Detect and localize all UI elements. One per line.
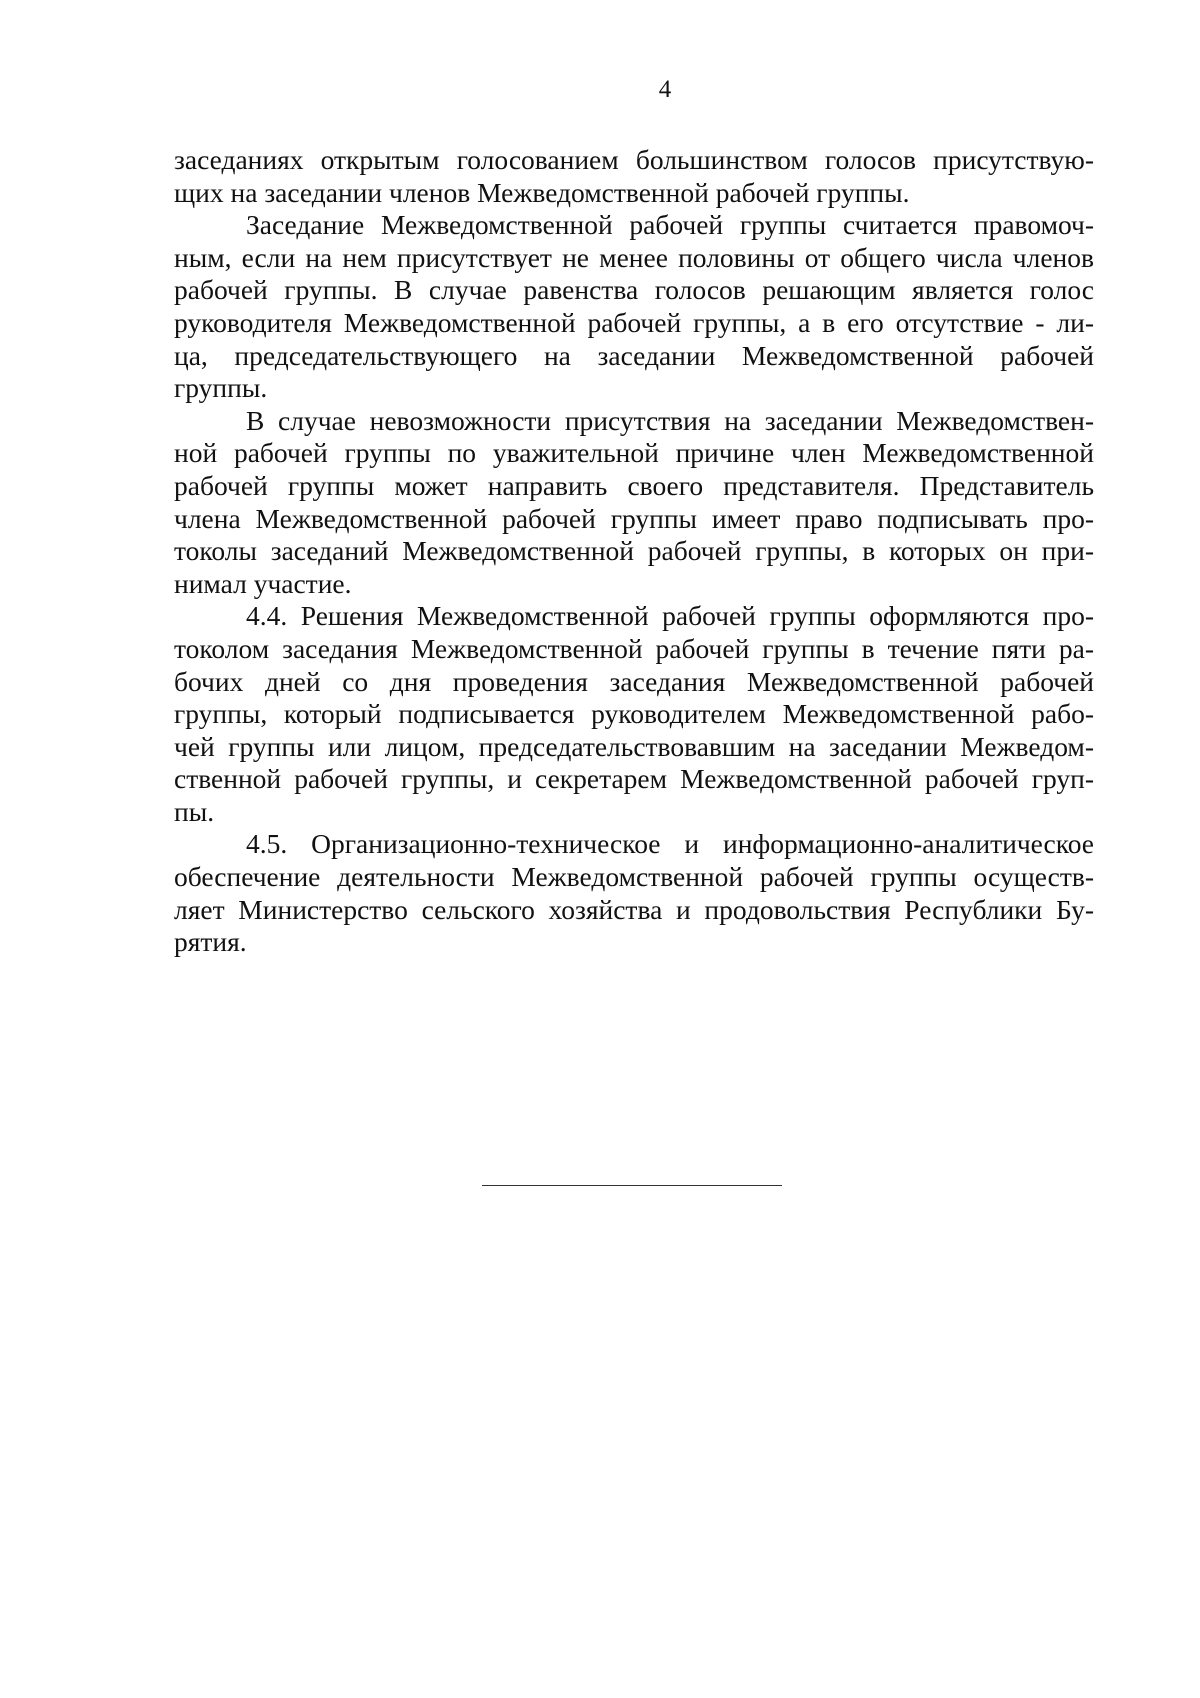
text-line: бочих дней со дня проведения заседания Межведомственной рабочей [174,665,1094,697]
paragraph [174,144,1094,209]
text-line: токолом заседания Межведомственной рабочей группы в течение пяти ра- [174,632,1094,664]
text-line: В случае невозможности присутствия на заседании Межведомствен- [246,404,1094,436]
text-line: группы. [174,372,268,404]
text-line: пы. [174,795,215,827]
text-line: заседаниях открытым голосованием большинством голосов присутствую- [174,144,1094,175]
text-line: ца, председательствующего на заседании Межведомственной рабочей [174,339,1094,371]
text-line: ственной рабочей группы, и секретарем Межведомственной рабочей груп- [174,763,1094,795]
text-line: токолы заседаний Межведомственной рабочей группы, в которых он при- [174,535,1094,567]
text-line: члена Межведомственной рабочей группы имеет право подписывать про- [174,502,1094,534]
page-number: 4 [658,76,672,103]
text-line: руководителя Межведомственной рабочей группы, а в его отсутствие - ли- [174,306,1094,338]
text-line: 4.5. Организационно-техническое и информационно-аналитическое [246,828,1094,860]
end-divider-line [482,1185,782,1186]
text-line: чей группы или лицом, председательствовавшим на заседании Межведом- [174,730,1094,762]
text-line: ным, если на нем присутствует не менее половины от общего числа членов [174,241,1094,273]
paragraph [174,828,1094,958]
text-line: Заседание Межведомственной рабочей группы считается правомоч- [246,209,1094,241]
text-line: рятия. [174,926,247,958]
document-body [174,144,1094,959]
text-line: щих на заседании членов Межведомственной рабочей группы. [174,176,910,208]
text-line: группы, который подписывается руководителем Межведомственной рабо- [174,698,1094,730]
text-line: ной рабочей группы по уважительной причине член Межведомственной [174,437,1094,469]
text-line: 4.4. Решения Межведомственной рабочей группы оформляются про- [246,600,1094,632]
text-line: ляет Министерство сельского хозяйства и продовольствия Республики Бу- [174,893,1094,925]
paragraph [174,600,1094,828]
paragraph [174,405,1094,601]
text-line: рабочей группы может направить своего представителя. Представитель [174,469,1094,501]
text-line: рабочей группы. В случае равенства голосов решающим является голос [174,274,1094,306]
text-line: обеспечение деятельности Межведомственной рабочей группы осуществ- [174,861,1094,893]
text-line: нимал участие. [174,567,352,599]
paragraph [174,209,1094,405]
